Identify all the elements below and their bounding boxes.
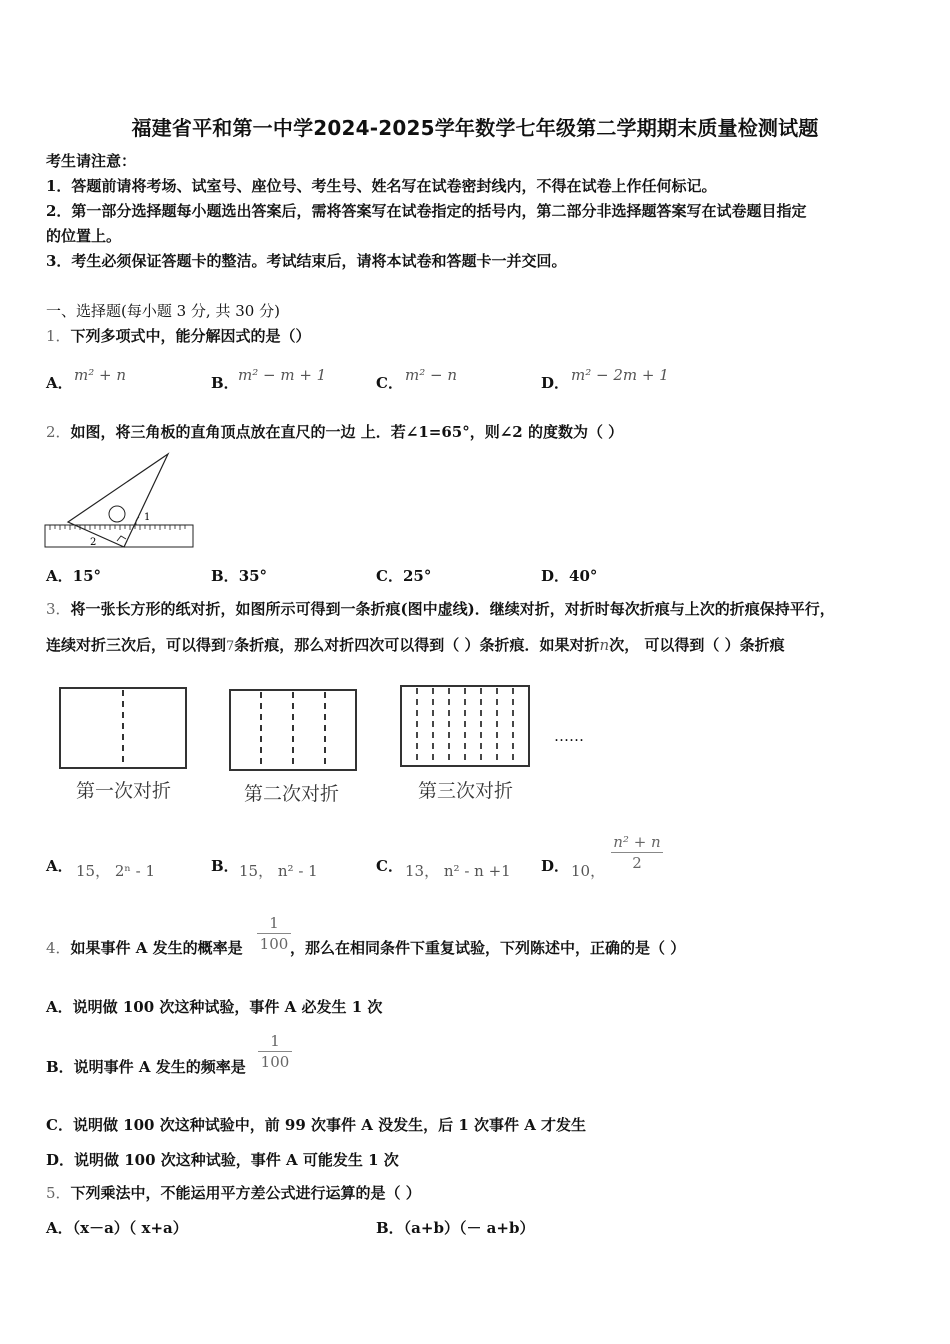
right-angle-mark [117, 536, 126, 541]
q1-option-a[interactable] [46, 372, 73, 393]
question-text: 下列多项式中，能分解因式的是（） [70, 327, 311, 345]
fraction-denominator: 2 [632, 854, 642, 872]
q4-probability-fraction [257, 913, 291, 954]
fold-count: 7 [226, 639, 235, 654]
question-number: 4． [46, 939, 71, 957]
fold-figure-2 [228, 688, 360, 774]
q1-option-d[interactable] [541, 372, 569, 393]
fold-label-2: 第二次对折 [244, 783, 340, 805]
angle-1-label: 1 [144, 512, 151, 523]
fold-label-3: 第三次对折 [418, 780, 514, 802]
notice-item-3: 3．考生必须保证答题卡的整洁。考试结束后，请将本试卷和答题卡一并交回。 [46, 252, 567, 270]
q3-option-a[interactable]: A． [46, 857, 73, 875]
option-label: D． [541, 567, 570, 585]
q3-option-a-value [76, 860, 155, 881]
q5-option-b[interactable]: B．（a+b）（－ a+b） [376, 1219, 535, 1237]
question-3 [46, 598, 835, 620]
q1-option-a-expr: m² + n [74, 366, 127, 384]
notice-heading: 考生请注意： [46, 152, 137, 170]
fold-figure-1 [58, 686, 190, 772]
q4-option-d[interactable]: D．说明做 100 次这种试验，事件 A 可能发生 1 次 [46, 1151, 399, 1169]
q3-option-d-number: 10， [571, 862, 606, 880]
question-number: 1． [46, 327, 71, 345]
option-value: 40° [569, 567, 598, 585]
q2-option-a[interactable] [46, 565, 101, 586]
triangle-hole [109, 506, 125, 522]
question-number: 3． [46, 600, 71, 618]
q4-option-a[interactable]: A．说明做 100 次这种试验，事件 A 必发生 1 次 [46, 998, 383, 1016]
fraction-numerator: n² + n [613, 833, 661, 851]
question-text: 下列乘法中，不能运用平方差公式进行运算的是（ ） [70, 1184, 421, 1202]
text-part: 次， 可以得到（ ）条折痕 [609, 636, 785, 654]
q5-option-a[interactable]: A．（x－a）（ x+a） [46, 1219, 188, 1237]
question-number: 5． [46, 1184, 71, 1202]
question-number: 2． [46, 423, 71, 441]
question-4 [46, 937, 243, 959]
q4-option-b-fraction [258, 1031, 292, 1072]
question-5 [46, 1182, 421, 1204]
q4-option-c[interactable]: C．说明做 100 次这种试验中，前 99 次事件 A 没发生，后 1 次事件 A 才发生 [46, 1116, 587, 1134]
angle-2-label: 2 [90, 537, 97, 548]
fraction-denominator: 100 [259, 935, 289, 953]
question-text: 如图，将三角板的直角顶点放在直尺的一边 上．若∠1=65°，则∠2 的度数为（ ） [70, 423, 624, 441]
ruler [45, 525, 193, 547]
text-part: 连续对折三次后，可以得到 [46, 636, 227, 654]
question-2 [46, 421, 623, 443]
q3-option-c-value [405, 860, 511, 881]
q3-option-d-fraction [611, 832, 663, 873]
question-1 [46, 325, 311, 347]
fold-label-1: 第一次对折 [76, 780, 172, 802]
option-value: 35° [238, 567, 268, 585]
question-3-line2 [46, 634, 785, 658]
q1-option-c[interactable] [376, 372, 403, 393]
option-expr: 2ⁿ - 1 [114, 862, 156, 880]
ruler-ticks [50, 525, 185, 530]
option-label: C． [376, 567, 403, 585]
notice-item-2: 2．第一部分选择题每小题选出答案后，需将答案写在试卷指定的括号内，第二部分非选择题答案写在试卷题目指定 [46, 202, 807, 220]
q3-option-b[interactable]: B． [211, 857, 239, 875]
q1-option-b-expr: m² − m + 1 [238, 366, 327, 384]
q3-option-d[interactable]: D． [541, 857, 570, 875]
option-value: 15° [72, 567, 102, 585]
question-4-text-b: ，那么在相同条件下重复试验，下列陈述中，正确的是（ ） [290, 939, 686, 957]
option-value: 25° [402, 567, 432, 585]
q2-option-c[interactable] [376, 565, 431, 586]
q1-option-d-expr: m² − 2m + 1 [571, 366, 669, 384]
fraction-denominator: 100 [260, 1053, 290, 1071]
notice-item-2-cont: 的位置上。 [46, 227, 122, 245]
option-label: D． [541, 374, 570, 392]
q2-option-d[interactable] [541, 565, 597, 586]
page-title: 福建省平和第一中学2024-2025学年数学七年级第二学期期末质量检测试题 [131, 116, 819, 140]
q4-option-b[interactable]: B．说明事件 A 发生的频率是 [46, 1058, 246, 1076]
question-text: 如果事件 A 发生的概率是 [70, 939, 243, 957]
question-text-line1: 将一张长方形的纸对折，如图所示可得到一条折痕(图中虚线)．继续对折，对折时每次折痕与上次的折痕保持平行， [70, 600, 835, 618]
option-label: A． [46, 374, 73, 392]
fraction-numerator: 1 [270, 1032, 280, 1050]
triangle-board [68, 454, 168, 547]
option-label: B． [211, 374, 239, 392]
text-part: 条折痕，那么对折四次可以得到（ ）条折痕．如果对折 [234, 636, 600, 654]
option-label: A． [46, 567, 73, 585]
angle-1-arc [136, 517, 139, 525]
q3-option-c[interactable]: C． [376, 857, 403, 875]
option-label: C． [376, 374, 403, 392]
q2-option-b[interactable] [211, 565, 267, 586]
notice-item-1: 1．答题前请将考场、试室号、座位号、考生号、姓名写在试卷密封线内，不得在试卷上作任何标记。 [46, 177, 717, 195]
ellipsis: …… [554, 727, 584, 745]
q1-option-c-expr: m² − n [405, 366, 458, 384]
option-number: 15， [76, 862, 111, 880]
section-heading: 一、选择题(每小题 3 分, 共 30 分) [46, 302, 280, 320]
option-label: B． [211, 567, 239, 585]
option-expr: n² - n +1 [443, 862, 511, 880]
fraction-numerator: 1 [269, 914, 279, 932]
option-number: 15， [239, 862, 274, 880]
option-number: 13， [405, 862, 440, 880]
option-expr: n² - 1 [277, 862, 318, 880]
q3-option-b-value [239, 860, 318, 881]
triangle-ruler-figure [44, 450, 196, 550]
fold-figure-3 [399, 684, 533, 770]
variable-n: n [599, 636, 610, 654]
q1-option-b[interactable] [211, 372, 239, 393]
